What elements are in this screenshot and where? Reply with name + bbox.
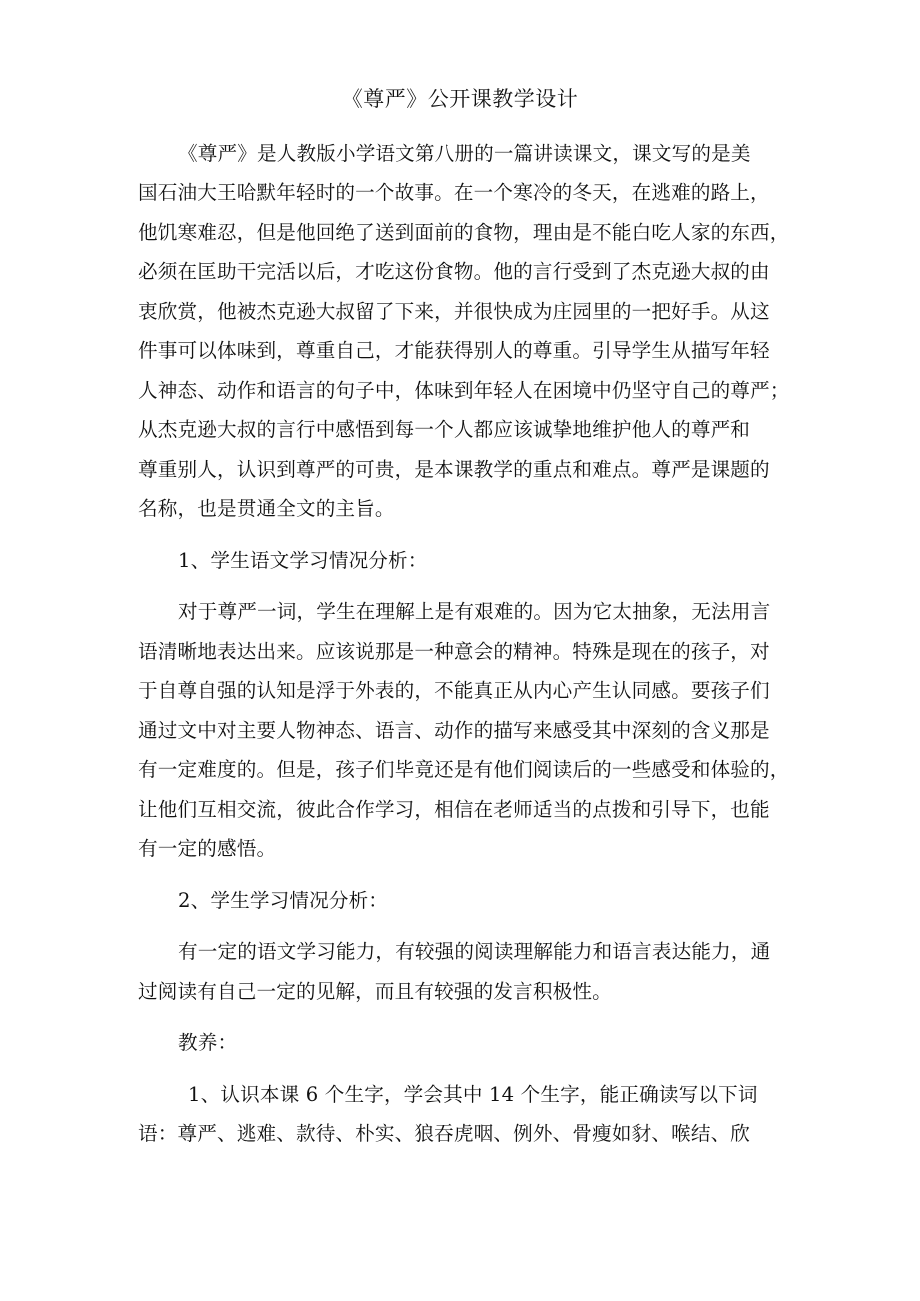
- page-title: 《尊严》公开课教学设计: [341, 87, 579, 111]
- intro-line: 人神态、动作和语言的句子中，体味到年轻人在困境中仍坚守自己的尊严；: [138, 379, 790, 402]
- intro-line: 衷欣赏，他被杰克逊大叔留了下来，并很快成为庄园里的一把好手。从这: [138, 300, 770, 323]
- section-heading: 2、学生学习情况分析：: [178, 889, 389, 912]
- section-body-line: 通过文中对主要人物神态、语言、动作的描写来感受其中深刻的含义那是: [138, 719, 770, 742]
- intro-line: 名称，也是贯通全文的主旨。: [138, 497, 395, 520]
- intro-line: 国石油大王哈默年轻时的一个故事。在一个寒冷的冬天，在逃难的路上，: [138, 181, 770, 204]
- intro-line: 从杰克逊大叔的言行中感悟到每一个人都应该诚挚地维护他人的尊严和: [138, 418, 751, 441]
- section-body-line: 语清晰地表达出来。应该说那是一种意会的精神。特殊是现在的孩子，对: [138, 640, 770, 663]
- intro-line: 件事可以体味到，尊重自己，才能获得别人的尊重。引导学生从描写年轻: [138, 339, 770, 362]
- intro-line: 《尊严》是人教版小学语文第八册的一篇讲读课文，课文写的是美: [178, 142, 751, 165]
- intro-line: 尊重别人，认识到尊严的可贵，是本课教学的重点和难点。尊严是课题的: [138, 458, 770, 481]
- section-heading: 教养：: [178, 1031, 238, 1054]
- section-body-line: 让他们互相交流，彼此合作学习，相信在老师适当的点拨和引导下，也能: [138, 798, 770, 821]
- section-body-line: 过阅读有自己一定的见解，而且有较强的发言积极性。: [138, 980, 612, 1003]
- intro-line: 他饥寒难忍，但是他回绝了送到面前的食物，理由是不能白吃人家的东西，: [138, 221, 790, 244]
- section-body-line: 对于尊严一词，学生在理解上是有艰难的。因为它太抽象，无法用言: [178, 600, 771, 623]
- section-heading: 1、学生语文学习情况分析：: [178, 549, 428, 572]
- section-body-line: 有一定难度的。但是，孩子们毕竟还是有他们阅读后的一些感受和体验的，: [138, 758, 790, 781]
- intro-line: 必须在匡助干完活以后，才吃这份食物。他的言行受到了杰克逊大叔的由: [138, 260, 770, 283]
- section-body-line: 于自尊自强的认知是浮于外表的，不能真正从内心产生认同感。要孩子们: [138, 679, 770, 702]
- section-body-line: 有一定的感悟。: [138, 837, 277, 860]
- list-item: 语：尊严、逃难、款待、朴实、狼吞虎咽、例外、骨瘦如豺、喉结、欣: [138, 1122, 751, 1145]
- list-item: 1、认识本课 6 个生字，学会其中 14 个生字，能正确读写以下词: [188, 1083, 758, 1106]
- section-body-line: 有一定的语文学习能力，有较强的阅读理解能力和语言表达能力，通: [178, 940, 771, 963]
